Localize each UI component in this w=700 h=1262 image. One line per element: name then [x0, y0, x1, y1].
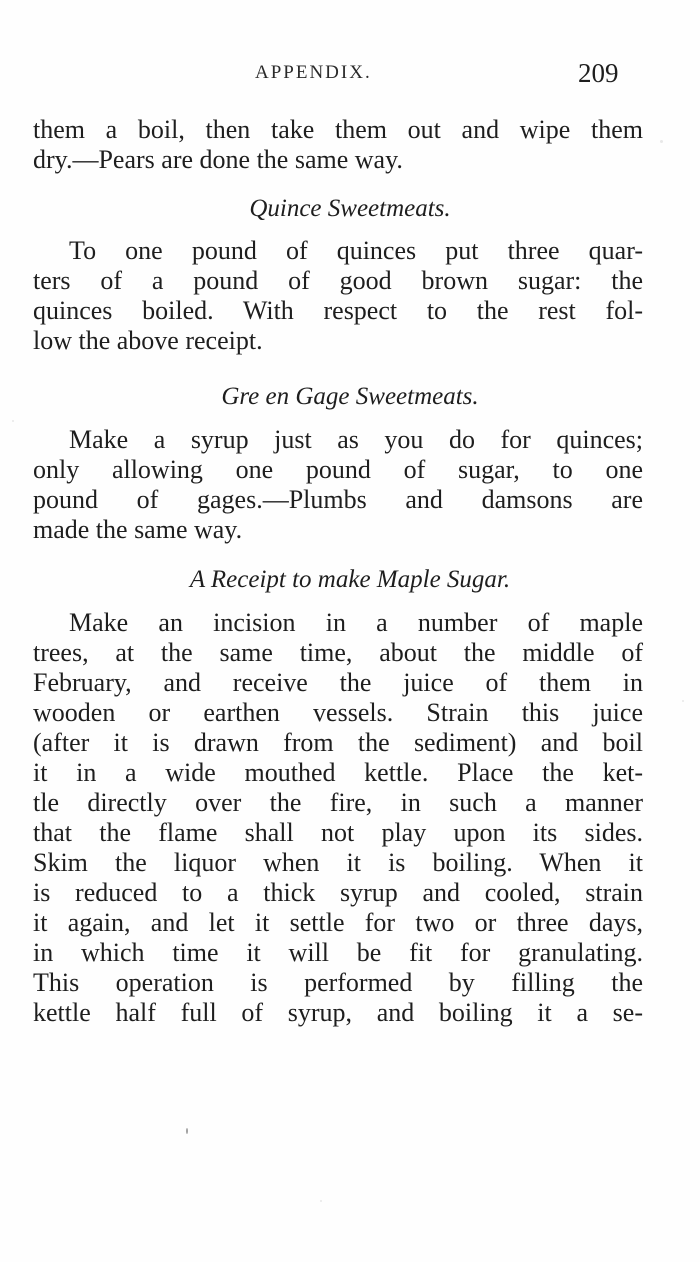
text-line: it again, and let it settle for two or three days, [33, 908, 643, 937]
text-line: in which time it will be fit for granulating. [33, 938, 643, 967]
recipe-heading-quince: Quince Sweetmeats. [249, 195, 451, 222]
text-line: quinces boiled. With respect to the rest fol- [33, 296, 643, 325]
text-line: kettle half full of syrup, and boiling it a se- [33, 998, 643, 1027]
text-line: ters of a pound of good brown sugar: the [33, 266, 643, 295]
paragraph-maple-sugar [33, 608, 643, 1028]
text-line: that the flame shall not play upon its sides. [33, 818, 643, 847]
text-line: tle directly over the fire, in such a manner [33, 788, 643, 817]
text-line: Skim the liquor when it is boiling. When it [33, 848, 643, 877]
text-line: February, and receive the juice of them in [33, 668, 643, 697]
text-line: (after it is drawn from the sediment) and boil [33, 728, 643, 757]
paper-speck [186, 1128, 188, 1134]
text-line: low the above receipt. [33, 326, 263, 355]
page-header [0, 58, 700, 94]
paragraph-green-gage [33, 425, 643, 545]
text-line: pound of gages.—Plumbs and damsons are [33, 485, 643, 514]
text-line: wooden or earthen vessels. Strain this juice [33, 698, 643, 727]
paper-speck [660, 140, 663, 143]
paragraph-quince [33, 236, 643, 356]
text-line: made the same way. [33, 515, 243, 544]
paper-speck [320, 1200, 322, 1202]
text-line: Make an incision in a number of maple [69, 608, 643, 637]
paragraph-continuation [33, 115, 643, 175]
running-head: APPENDIX. [255, 62, 372, 83]
text-line: is reduced to a thick syrup and cooled, strain [33, 878, 643, 907]
recipe-heading-maple-sugar: A Receipt to make Maple Sugar. [189, 566, 511, 593]
text-line: only allowing one pound of sugar, to one [33, 455, 643, 484]
text-line: them a boil, then take them out and wipe them [33, 115, 643, 144]
recipe-heading-green-gage: Gre en Gage Sweetmeats. [221, 383, 479, 410]
paper-speck [682, 700, 684, 702]
page-number: 209 [578, 58, 619, 88]
text-line: To one pound of quinces put three quar- [69, 236, 643, 265]
text-line: dry.—Pears are done the same way. [33, 145, 403, 174]
text-line: This operation is performed by filling the [33, 968, 643, 997]
text-line: Make a syrup just as you do for quinces; [69, 425, 643, 454]
text-line: it in a wide mouthed kettle. Place the ket- [33, 758, 643, 787]
paper-speck [12, 420, 14, 422]
text-line: trees, at the same time, about the middle of [33, 638, 643, 667]
